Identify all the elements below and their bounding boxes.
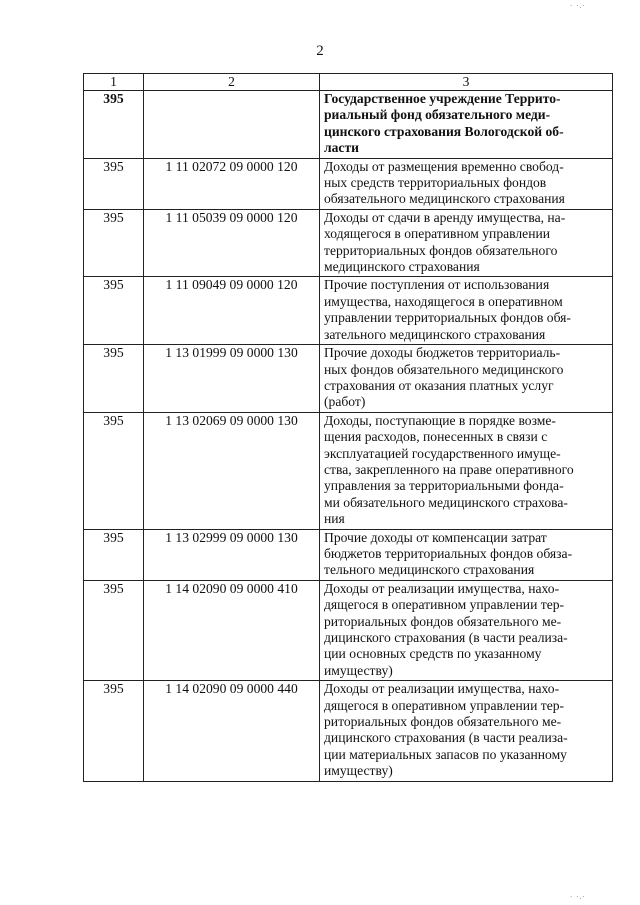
- budget-classification-code-cell: 1 11 09049 09 0000 120: [144, 277, 320, 345]
- table-row: [84, 529, 613, 580]
- budget-classification-code-cell: 1 13 02999 09 0000 130: [144, 529, 320, 580]
- budget-classification-code-cell: 1 11 02072 09 0000 120: [144, 158, 320, 209]
- column-header-1: 1: [84, 74, 144, 91]
- table-row: [84, 277, 613, 345]
- column-header-2: 2: [144, 74, 320, 91]
- budget-classification-code-cell: 1 13 01999 09 0000 130: [144, 345, 320, 413]
- table-row: [84, 681, 613, 781]
- payer-code-cell: 395: [84, 529, 144, 580]
- description-line: ных средств территориальных фондов: [324, 175, 547, 191]
- description-line: страхования от оказания платных услуг: [324, 377, 554, 393]
- description-line: риальный фонд обязательного меди-: [324, 107, 551, 123]
- description-line: риториальных фондов обязательного ме-: [324, 613, 562, 629]
- description-line: Доходы от реализации имущества, нахо-: [324, 580, 560, 596]
- description-cell: [320, 529, 613, 580]
- description-line: ходящегося в оперативном управлении: [324, 226, 551, 242]
- description-cell: [320, 277, 613, 345]
- payer-code-cell: 395: [84, 158, 144, 209]
- payer-code-cell: 395: [84, 345, 144, 413]
- description-cell: [320, 158, 613, 209]
- description-cell: [320, 412, 613, 529]
- payer-code-cell: 395: [84, 681, 144, 781]
- description-cell: [320, 580, 613, 680]
- table-row: [84, 580, 613, 680]
- description-line: ласти: [324, 140, 359, 156]
- description-line: ми обязательного медицинского страхова-: [324, 494, 568, 510]
- description-line: территориальных фондов обязательного: [324, 242, 558, 258]
- revenue-codes-table: [83, 73, 613, 782]
- description-line: дицинского страхования (в части реализа-: [324, 730, 568, 746]
- description-line: Прочие поступления от использования: [324, 277, 550, 293]
- description-line: управления за территориальными фонда-: [324, 478, 564, 494]
- description-line: ства, закрепленного на праве оперативного: [324, 461, 574, 477]
- budget-classification-code-cell: 1 14 02090 09 0000 410: [144, 580, 320, 680]
- description-line: дящегося в оперативном управлении тер-: [324, 597, 565, 613]
- description-line: медицинского страхования: [324, 259, 480, 275]
- description-line: дицинского страхования (в части реализа-: [324, 630, 568, 645]
- description-line: Прочие доходы от компенсации затрат: [324, 529, 547, 545]
- description-line: эксплуатацией государственного имуще-: [324, 445, 561, 461]
- table-body: [84, 91, 613, 782]
- table-row: [84, 209, 613, 277]
- description-cell: [320, 681, 613, 781]
- description-line: Прочие доходы бюджетов территориаль-: [324, 345, 561, 361]
- table-header-row: [84, 74, 613, 91]
- description-line: Доходы от размещения временно свобод-: [324, 158, 564, 174]
- description-line: Доходы, поступающие в порядке возме-: [324, 412, 556, 428]
- description-line: ных фондов обязательного медицинского: [324, 361, 564, 377]
- payer-code-cell: 395: [84, 91, 144, 159]
- budget-classification-code-cell: 1 14 02090 09 0000 440: [144, 681, 320, 781]
- top-right-scan-mark: · ·.·: [570, 2, 586, 10]
- description-cell: [320, 91, 613, 159]
- table-row: [84, 91, 613, 159]
- column-header-3: 3: [320, 74, 613, 91]
- description-line: имущества, находящегося в оперативном: [324, 293, 563, 309]
- description-line: ния: [324, 511, 345, 527]
- payer-code-cell: 395: [84, 277, 144, 345]
- description-line: дящегося в оперативном управлении тер-: [324, 697, 565, 713]
- description-line: Доходы от реализации имущества, нахо-: [324, 681, 560, 697]
- description-line: риториальных фондов обязательного ме-: [324, 714, 562, 730]
- description-line: цинского страхования Вологодской об-: [324, 123, 564, 139]
- description-line: Государственное учреждение Террито-: [324, 91, 561, 106]
- budget-classification-code-cell: 1 13 02069 09 0000 130: [144, 412, 320, 529]
- description-line: обязательного медицинского страхования: [324, 191, 565, 207]
- bottom-right-scan-mark: · ·.·: [570, 893, 586, 901]
- description-line: зательного медицинского страхования: [324, 326, 546, 342]
- payer-code-cell: 395: [84, 580, 144, 680]
- description-line: щения расходов, понесенных в связи с: [324, 429, 548, 445]
- table-row: [84, 345, 613, 413]
- table-row: [84, 412, 613, 529]
- budget-classification-code-cell: 1 11 05039 09 0000 120: [144, 209, 320, 277]
- description-line: имуществу): [324, 763, 393, 779]
- table-row: [84, 158, 613, 209]
- description-line: управлении территориальных фондов обя-: [324, 310, 571, 326]
- description-line: (работ): [324, 394, 366, 410]
- description-line: имуществу): [324, 662, 393, 678]
- description-line: бюджетов территориальных фондов обяза-: [324, 545, 573, 561]
- description-line: Доходы от сдачи в аренду имущества, на-: [324, 209, 566, 225]
- description-line: ции основных средств по указанному: [324, 646, 542, 662]
- payer-code-cell: 395: [84, 209, 144, 277]
- budget-classification-code-cell: [144, 91, 320, 159]
- description-line: ции материальных запасов по указанному: [324, 746, 567, 762]
- payer-code-cell: 395: [84, 412, 144, 529]
- description-cell: [320, 209, 613, 277]
- description-line: тельного медицинского страхования: [324, 562, 535, 578]
- description-cell: [320, 345, 613, 413]
- page-number: 2: [316, 43, 324, 59]
